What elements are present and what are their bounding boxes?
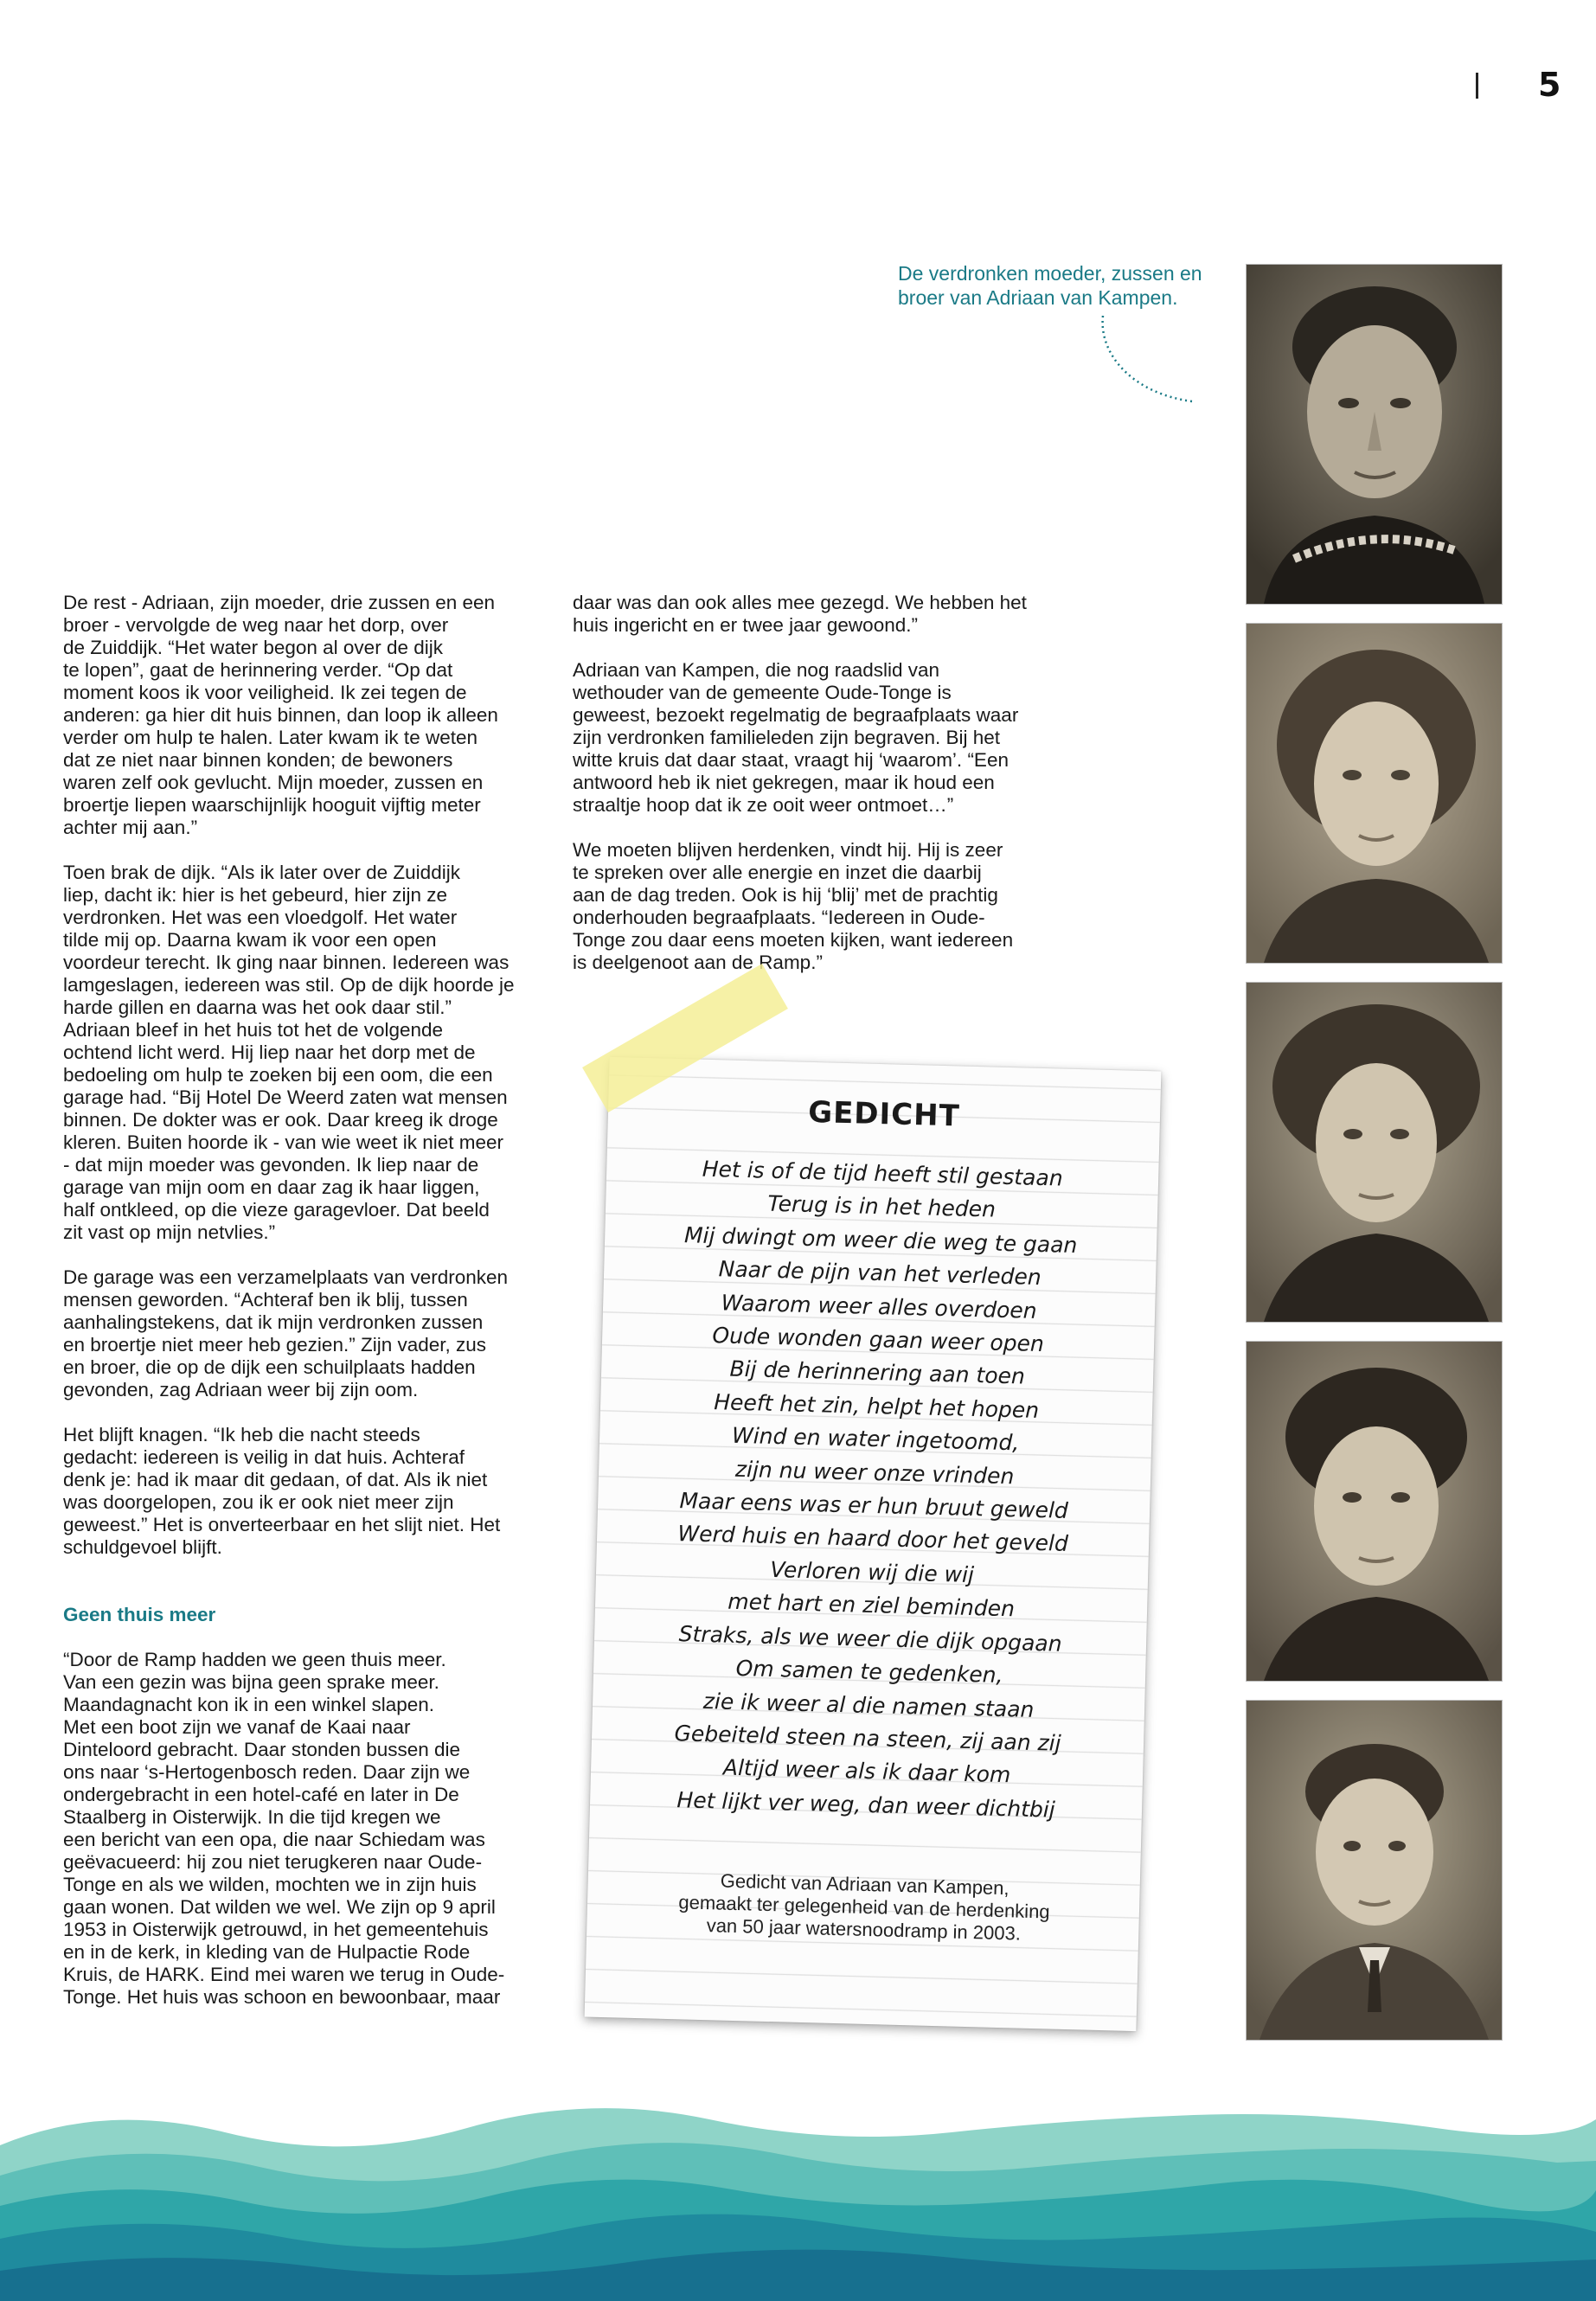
page-number: 5	[1538, 66, 1561, 104]
poem-line: Mij dwingt om weer die weg te gaan	[683, 1221, 1078, 1258]
poem-line: Altijd weer als ik daar kom	[722, 1754, 1011, 1788]
article-paragraph: “Door de Ramp hadden we geen thuis meer. Van een gezin was bijna geen sprake meer. Maandagnacht kon ik in een winkel slapen. Met een boot zijn we vanaf de Kaai naar Dinteloord gebracht. Daar stonden bussen die ons naar ‘s-Hertogenbosch reden. Daar zijn we ondergebracht in een hotel-café en later in De Staalberg in Oisterwijk. In die tijd kregen we een bericht van een opa, die naar Schiedam was geëvacueerd: hij zou niet terugkeren naar Oude- Tonge en als we wilden, mochten we in zijn huis gaan wonen. Dat wilden we wel. We zijn op 9 april 1953 in Oisterwijk getrouwd, in het gemeentehuis en in de kerk, in kleding van de Hulpactie Rode Kruis, de HARK. Eind mei waren we terug in Oude- Tonge. Het huis was schoon en bewoonbaar, maar	[63, 1649, 505, 2008]
portrait-photo-sister-3	[1246, 1341, 1503, 1682]
article-column-middle	[573, 592, 1074, 997]
poem-card	[585, 1057, 1162, 2031]
poem-line: Naar de pijn van het verleden	[718, 1256, 1042, 1291]
article-paragraph: Adriaan van Kampen, die nog raadslid van wethouder van de gemeente Oude-Tonge is geweest, bezoekt regelmatig de begraafplaats waar zijn verdronken familieleden zijn begraven. Bij het witte kruis dat daar staat, vraagt hij ‘waarom’. “Een antwoord heb ik niet gekregen, maar ik houd een straaltje hoop dat ik ze ooit weer ontmoet…”	[573, 659, 1019, 816]
poem-line: Heeft het zin, helpt het hopen	[713, 1388, 1040, 1423]
portrait-photo-sister-2	[1246, 982, 1503, 1323]
poem-line: zie ik weer al die namen staan	[702, 1688, 1035, 1722]
article-paragraph: We moeten blijven herdenken, vindt hij. Hij is zeer te spreken over alle energie en inzet die daarbij aan de dag treden. Ook is hij ‘blij’ met de prachtig onderhouden begraafplaats. “Iedereen in Oude- Tonge zou daar eens moeten kijken, want iedereen is deelgenoot aan de Ramp.”	[573, 839, 1014, 973]
page-number-divider	[1476, 73, 1478, 99]
caption-pointer-line	[1099, 311, 1202, 407]
portrait-photo-brother	[1246, 1700, 1503, 2041]
article-paragraph: daar was dan ook alles mee gezegd. We hebben het huis ingericht en er twee jaar gewoond.”	[573, 592, 1027, 636]
poem-line: Bij de herinnering aan toen	[729, 1356, 1026, 1389]
article-column-left	[63, 592, 556, 2009]
photo-caption: De verdronken moeder, zussen en broer van Adriaan van Kampen.	[898, 262, 1202, 309]
section-subheading: Geen thuis meer	[63, 1604, 216, 1625]
article-paragraph: De rest - Adriaan, zijn moeder, drie zussen en een broer - vervolgde de weg naar het dorp, over de Zuiddijk. “Het water begon al over de dijk te lopen”, gaat de herinnering verder. “Op dat moment koos ik voor veiligheid. Ik zei tegen de anderen: ga hier dit huis binnen, dan loop ik alleen verder om hulp te halen. Later kwam ik te weten dat ze niet naar binnen konden; de bewoners waren zelf ook gevlucht. Mijn moeder, zussen en broertje liepen waarschijnlijk hooguit vijftig meter achter mij aan.”	[63, 592, 498, 838]
poem-line: Om samen te gedenken,	[735, 1656, 1003, 1689]
poem-line: Het is of de tijd heeft stil gestaan	[702, 1156, 1064, 1191]
poem-line: Terug is in het heden	[767, 1191, 997, 1222]
poem-line: Werd huis en haard door het geveld	[677, 1521, 1069, 1557]
article-paragraph: Het blijft knagen. “Ik heb die nacht steeds gedacht: iedereen is veilig in dat huis. Achteraf denk je: had ik maar dit gedaan, of dat. Als ik niet was doorgelopen, zou ik er ook niet meer zijn geweest.” Het is onverteerbaar en het slijt niet. Het schuldgevoel blijft.	[63, 1424, 501, 1558]
wave-decoration	[0, 2093, 1596, 2301]
poem-lines	[590, 1150, 1159, 1830]
poem-line: Gebeiteld steen na steen, zij aan zij	[674, 1720, 1061, 1756]
poem-line: Verloren wij die wij	[769, 1556, 975, 1587]
poem-line: Het lijkt ver weg, dan weer dichtbij	[676, 1786, 1056, 1823]
article-paragraph: Toen brak de dijk. “Als ik later over de Zuiddijk liep, dacht ik: hier is het gebeurd, hier zijn ze verdronken. Het was een vloedgolf. Het water tilde mij op. Daarna kwam ik voor een open voordeur terecht. Ik ging naar binnen. Iedereen was lamgeslagen, iedereen was stil. Op de dijk hoorde je harde gillen en daarna was het ook daar stil.” Adriaan bleef in het huis tot het de volgende ochtend licht werd. Hij liep naar het dorp met de bedoeling om hulp te zoeken bij een oom, die een garage had. “Bij Hotel De Weerd zaten wat mensen binnen. De dokter was er ook. Daar kreeg ik droge kleren. Buiten hoorde ik - van wie weet ik niet meer - dat mijn moeder was gevonden. Ik liep naar de garage van mijn oom en daar zag ik haar liggen, half ontkleed, op die vieze garagevloer. Dat beeld zit vast op mijn netvlies.”	[63, 862, 515, 1243]
poem-line: Wind en water ingetoomd,	[731, 1422, 1020, 1456]
poem-line: Straks, als we weer die dijk opgaan	[678, 1620, 1062, 1657]
poem-title: GEDICHT	[807, 1094, 961, 1134]
portrait-photo-sister-1	[1246, 623, 1503, 964]
poem-line: met hart en ziel beminden	[727, 1588, 1016, 1622]
poem-line: Maar eens was er hun bruut geweld	[679, 1488, 1069, 1523]
poem-credit: Gedicht van Adriaan van Kampen, gemaakt ter gelegenheid van de herdenking van 50 jaar watersnoodramp in 2003.	[678, 1869, 1050, 1945]
poem-line: Waarom weer alles overdoen	[721, 1289, 1038, 1324]
poem-line: zijn nu weer onze vrinden	[734, 1456, 1015, 1489]
poem-line: Oude wonden gaan weer open	[712, 1323, 1045, 1357]
portrait-photo-mother	[1246, 264, 1503, 605]
article-paragraph: De garage was een verzamelplaats van verdronken mensen geworden. “Achteraf ben ik blij, tussen aanhalingstekens, dat ik mijn verdronken zussen en broertje niet meer heb gezien.” Zijn vader, zus en broer, die op de dijk een schuilplaats hadden gevonden, zag Adriaan weer bij zijn oom.	[63, 1266, 509, 1400]
